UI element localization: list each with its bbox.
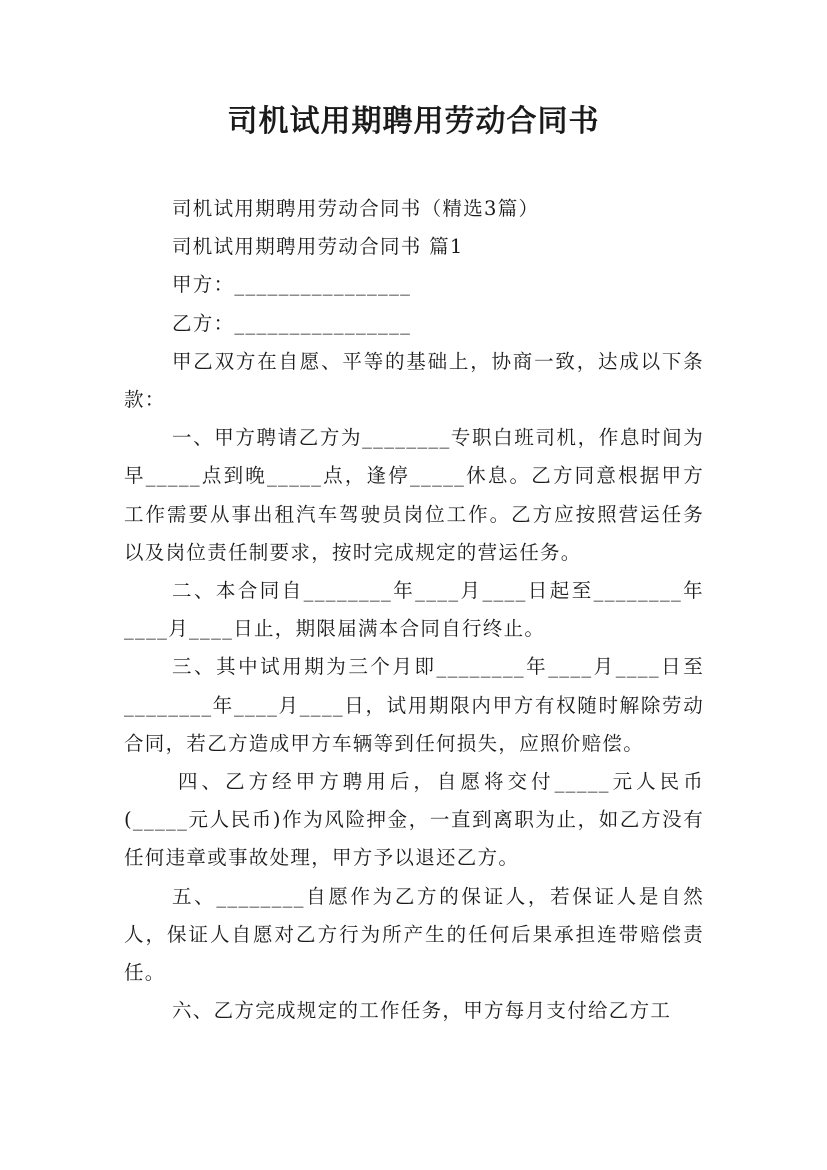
- paragraph-clause-4: 四、乙方经甲方聘用后，自愿将交付_____元人民币(_____元人民币)作为风险押金，一直到离职为止，如乙方没有任何违章或事故处理，甲方予以退还乙方。: [124, 770, 704, 870]
- paragraph-party-b: 乙方：________________: [172, 311, 412, 335]
- paragraph-clause-6: 六、乙方完成规定的工作任务，甲方每月支付给乙方工: [172, 999, 672, 1023]
- paragraph-clause-2: 二、本合同自________年____月____日起至________年____月____日止，期限届满本合同自行终止。: [124, 579, 704, 641]
- document-title: 司机试用期聘用劳动合同书: [227, 104, 600, 139]
- paragraph-section-heading: 司机试用期聘用劳动合同书 篇1: [172, 235, 464, 259]
- paragraph-party-a: 甲方：________________: [172, 273, 412, 297]
- paragraph-subtitle: 司机试用期聘用劳动合同书（精选3篇）: [172, 197, 540, 220]
- paragraph-clause-5: 五、________自愿作为乙方的保证人，若保证人是自然人，保证人自愿对乙方行为所产生的任何后果承担连带赔偿责任。: [124, 884, 704, 985]
- paragraph-preamble: 甲乙双方在自愿、平等的基础上，协商一致，达成以下条款：: [124, 349, 704, 412]
- paragraph-clause-1: 一、甲方聘请乙方为________专职白班司机，作息时间为早_____点到晚_____点，逢停_____休息。乙方同意根据甲方工作需要从事出租汽车驾驶员岗位工作。乙方应按照营运任务以及岗位责任制要求，按时完成规定的营运任务。: [124, 426, 704, 564]
- paragraph-clause-3: 三、其中试用期为三个月即________年____月____日至________年____月____日，试用期限内甲方有权随时解除劳动合同，若乙方造成甲方车辆等到任何损失，应照价赔偿。: [124, 655, 704, 755]
- document-body: [124, 190, 704, 1030]
